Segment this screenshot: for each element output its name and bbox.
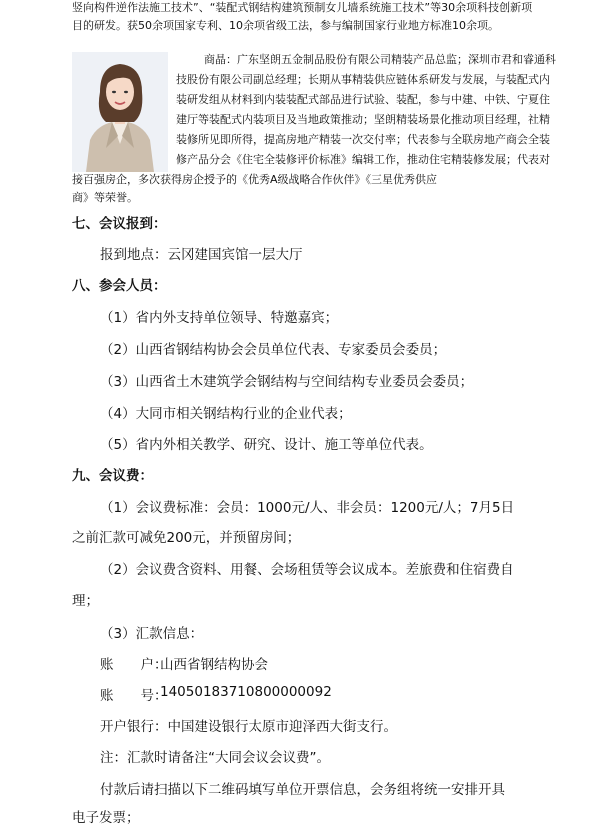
bio-line: 修产品分会《住宅全装修评价标准》编辑工作，推动住宅精装修发展；代表对 (176, 153, 550, 166)
attendee-item: （5）省内外相关教学、研究、设计、施工等单位代表。 (100, 437, 433, 453)
section-8-heading: 八、参会人员： (72, 278, 167, 294)
invoice-instruction-line-1: 付款后请扫描以下二维码填写单位开票信息，会务组将统一安排开具 (100, 782, 505, 798)
bio-line: 接百强房企，多次获得房企授予的《优秀A级战略合作伙伴》《三星优秀供应 (72, 173, 438, 186)
attendee-item: （1）省内外支持单位领导、特邀嘉宾； (100, 310, 339, 326)
account-number-label: 账 号： (100, 688, 168, 704)
fee-standard-line-1: （1）会议费标准：会员：1000元/人、非会员：1200元/人；7月5日 (100, 500, 515, 516)
attendee-item: （2）山西省钢结构协会会员单位代表、专家委员会委员； (100, 342, 447, 358)
intro-line-2: 目的研发。获50余项国家专利、10余项省级工法，参与编制国家行业地方标准10余项。 (72, 19, 499, 32)
checkin-location: 报到地点：云冈建国宾馆一层大厅 (100, 247, 303, 263)
bio-line: 技股份有限公司副总经理；长期从事精装供应链体系研发与发展，与装配式内 (176, 73, 550, 86)
speaker-photo (72, 52, 168, 172)
section-7-heading: 七、会议报到： (72, 216, 167, 232)
section-9-heading: 九、会议费： (72, 468, 153, 484)
remittance-heading: （3）汇款信息： (100, 626, 204, 642)
fee-includes-line-1: （2）会议费含资料、用餐、会场租赁等会议成本。差旅费和住宿费自 (100, 562, 514, 578)
account-number: 14050183710800000092 (160, 684, 332, 700)
bank-name: 开户银行：中国建设银行太原市迎泽西大街支行。 (100, 719, 397, 735)
bio-line: 商晶：广东坚朗五金制品股份有限公司精装产品总监；深圳市君和睿通科 (204, 53, 556, 66)
attendee-item: （4）大同市相关钢结构行业的企业代表； (100, 406, 352, 422)
bio-line: 建厅等装配式内装项目及当地政策推动；坚朗精装场景化推动项目经理，社精 (176, 113, 550, 126)
account-name: 山西省钢结构协会 (160, 657, 268, 673)
attendee-item: （3）山西省土木建筑学会钢结构与空间结构专业委员会委员； (100, 374, 474, 390)
bio-line: 商》等荣誉。 (72, 191, 138, 204)
bio-line: 装研发组从材料到内装装配式部品进行试验、装配，参与中建、中铁、宁夏住 (176, 93, 550, 106)
invoice-instruction-line-2: 电子发票； (72, 810, 140, 826)
fee-standard-line-2: 之前汇款可减免200元，并预留房间； (72, 530, 301, 546)
intro-line-1: 竖向构件逆作法施工技术”、“装配式钢结构建筑预制女儿墙系统施工技术”等30余项科技创新项 (72, 1, 533, 14)
account-name-label: 账 户： (100, 657, 168, 673)
bio-line: 装修所见即所得，提高房地产精装一次交付率；代表参与全联房地产商会全装 (176, 133, 550, 146)
fee-includes-line-2: 理； (72, 593, 99, 609)
remittance-note: 注：汇款时请备注“大同会议会议费”。 (100, 750, 330, 766)
